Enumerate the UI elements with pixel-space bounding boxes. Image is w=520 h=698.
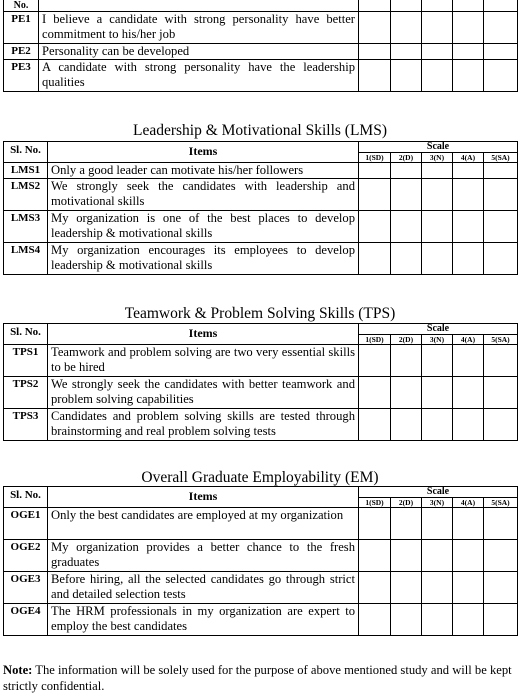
rating-cell[interactable]	[359, 572, 391, 604]
scale-label: 3(N)	[422, 153, 453, 163]
rating-cell[interactable]	[391, 163, 422, 179]
rating-cell[interactable]	[422, 540, 453, 572]
rating-cell[interactable]	[391, 211, 422, 243]
rating-cell[interactable]	[484, 12, 518, 44]
rating-cell[interactable]	[359, 179, 391, 211]
rating-cell[interactable]	[453, 409, 484, 441]
item-text: My organization encourages its employees to develop leadership & motivational skills	[48, 243, 359, 275]
rating-cell[interactable]	[391, 572, 422, 604]
rating-cell[interactable]	[453, 12, 484, 44]
rating-cell[interactable]	[484, 243, 518, 275]
table-row	[4, 377, 518, 409]
table-row	[4, 508, 518, 540]
rating-cell[interactable]	[453, 163, 484, 179]
rating-cell[interactable]	[453, 508, 484, 540]
item-id: OGE1	[4, 508, 48, 540]
rating-cell[interactable]	[359, 604, 391, 636]
item-id: OGE4	[4, 604, 48, 636]
table-row	[4, 540, 518, 572]
tps-table	[3, 323, 518, 441]
rating-cell[interactable]	[422, 377, 453, 409]
note-text: The information will be solely used for the purpose of above mentioned study and will be kept strictly confidential.	[3, 663, 512, 693]
sl-no-header: Sl. No.	[4, 142, 48, 163]
rating-cell[interactable]	[484, 44, 518, 60]
rating-cell[interactable]	[484, 377, 518, 409]
rating-cell[interactable]	[453, 179, 484, 211]
scale-label: 1(SD)	[359, 335, 391, 345]
item-id: OGE3	[4, 572, 48, 604]
items-header: Items	[48, 324, 359, 345]
rating-cell[interactable]	[391, 12, 422, 44]
rating-cell[interactable]	[484, 604, 518, 636]
item-text: My organization provides a better chance to the fresh graduates	[48, 540, 359, 572]
item-id: LMS3	[4, 211, 48, 243]
table-row	[4, 44, 518, 60]
scale-label: 1(SD)	[359, 498, 391, 508]
scale-label: 3(N)	[422, 498, 453, 508]
rating-cell[interactable]	[359, 243, 391, 275]
item-text: Only a good leader can motivate his/her followers	[48, 163, 359, 179]
item-id: LMS2	[4, 179, 48, 211]
rating-cell[interactable]	[484, 540, 518, 572]
item-text: We strongly seek the candidates with leadership and motivational skills	[48, 179, 359, 211]
scale-label: 4(A)	[453, 335, 484, 345]
table-row	[4, 243, 518, 275]
rating-cell[interactable]	[391, 44, 422, 60]
rating-cell[interactable]	[484, 345, 518, 377]
rating-cell[interactable]	[453, 211, 484, 243]
item-text: Personality can be developed	[39, 44, 359, 60]
item-text: Teamwork and problem solving are two very essential skills to be hired	[48, 345, 359, 377]
rating-cell[interactable]	[484, 508, 518, 540]
table-row	[4, 60, 518, 92]
rating-cell[interactable]	[422, 12, 453, 44]
item-text: The HRM professionals in my organization are expert to employ the best candidates	[48, 604, 359, 636]
item-id: PE2	[4, 44, 39, 60]
scale-label: 2(D)	[391, 153, 422, 163]
table-row	[4, 211, 518, 243]
item-text: My organization is one of the best places to develop leadership & motivational skills	[48, 211, 359, 243]
item-id: TPS3	[4, 409, 48, 441]
em-table	[3, 486, 518, 636]
scale-label: 5(SA)	[484, 153, 518, 163]
table-row	[4, 572, 518, 604]
sl-no-header: Sl. No.	[4, 487, 48, 508]
scale-label: 5(SA)	[484, 335, 518, 345]
item-text: Only the best candidates are employed at my organization	[48, 508, 359, 540]
section-title-lms: Leadership & Motivational Skills (LMS)	[132, 122, 387, 139]
rating-cell[interactable]	[484, 163, 518, 179]
rating-cell[interactable]	[359, 163, 391, 179]
item-id: PE1	[4, 12, 39, 44]
rating-cell[interactable]	[391, 243, 422, 275]
scale-label: 2(D)	[391, 498, 422, 508]
rating-cell[interactable]	[359, 60, 391, 92]
personality-table	[3, 0, 518, 92]
item-id: OGE2	[4, 540, 48, 572]
scale-label: 4(A)	[453, 498, 484, 508]
rating-cell[interactable]	[453, 540, 484, 572]
item-text: A candidate with strong personality have the leadership qualities	[39, 60, 359, 92]
rating-cell[interactable]	[391, 179, 422, 211]
items-header: Items	[48, 487, 359, 508]
item-id: LMS1	[4, 163, 48, 179]
rating-cell[interactable]	[359, 409, 391, 441]
rating-cell[interactable]	[359, 508, 391, 540]
rating-cell[interactable]	[422, 211, 453, 243]
rating-cell[interactable]	[422, 60, 453, 92]
table-row	[4, 345, 518, 377]
rating-cell[interactable]	[391, 409, 422, 441]
scale-label: 5(SA)	[484, 498, 518, 508]
rating-cell[interactable]	[422, 163, 453, 179]
rating-cell[interactable]	[359, 345, 391, 377]
item-text: We strongly seek the candidates with better teamwork and problem solving capabilities	[48, 377, 359, 409]
rating-cell[interactable]	[484, 211, 518, 243]
item-id: TPS2	[4, 377, 48, 409]
rating-cell[interactable]	[422, 409, 453, 441]
table-row	[4, 409, 518, 441]
item-id: PE3	[4, 60, 39, 92]
rating-cell[interactable]	[422, 243, 453, 275]
rating-cell[interactable]	[391, 604, 422, 636]
rating-cell[interactable]	[453, 60, 484, 92]
lms-table	[3, 141, 518, 275]
scale-label: 4(A)	[453, 153, 484, 163]
rating-cell[interactable]	[422, 508, 453, 540]
section-title-em: Overall Graduate Employability (EM)	[141, 469, 379, 486]
table-row	[4, 179, 518, 211]
rating-cell[interactable]	[391, 540, 422, 572]
rating-cell[interactable]	[484, 409, 518, 441]
rating-cell[interactable]	[484, 60, 518, 92]
confidentiality-note	[3, 662, 517, 694]
scale-header: Scale	[359, 487, 518, 498]
rating-cell[interactable]	[359, 44, 391, 60]
rating-cell[interactable]	[453, 377, 484, 409]
no-header: No.	[4, 0, 39, 12]
rating-cell[interactable]	[422, 604, 453, 636]
rating-cell[interactable]	[359, 12, 391, 44]
rating-cell[interactable]	[453, 44, 484, 60]
rating-cell[interactable]	[453, 243, 484, 275]
item-text: Before hiring, all the selected candidates go through strict and detailed selection tests	[48, 572, 359, 604]
scale-label: 2(D)	[391, 335, 422, 345]
rating-cell[interactable]	[391, 377, 422, 409]
rating-cell[interactable]	[359, 377, 391, 409]
scale-header: Scale	[359, 324, 518, 335]
item-text: Candidates and problem solving skills are tested through brainstorming and real problem solving tests	[48, 409, 359, 441]
item-text: I believe a candidate with strong personality have better commitment to his/her job	[39, 12, 359, 44]
rating-cell[interactable]	[453, 345, 484, 377]
rating-cell[interactable]	[359, 540, 391, 572]
rating-cell[interactable]	[422, 345, 453, 377]
table-row	[4, 604, 518, 636]
table-row	[4, 12, 518, 44]
scale-label: 3(N)	[422, 335, 453, 345]
rating-cell[interactable]	[422, 44, 453, 60]
sl-no-header: Sl. No.	[4, 324, 48, 345]
rating-cell[interactable]	[453, 572, 484, 604]
item-id: TPS1	[4, 345, 48, 377]
items-header: Items	[48, 142, 359, 163]
section-title-tps: Teamwork & Problem Solving Skills (TPS)	[124, 305, 396, 322]
rating-cell[interactable]	[391, 60, 422, 92]
rating-cell[interactable]	[422, 572, 453, 604]
rating-cell[interactable]	[391, 345, 422, 377]
rating-cell[interactable]	[391, 508, 422, 540]
item-id: LMS4	[4, 243, 48, 275]
scale-label: 1(SD)	[359, 153, 391, 163]
table-row	[4, 163, 518, 179]
rating-cell[interactable]	[453, 604, 484, 636]
rating-cell[interactable]	[484, 179, 518, 211]
rating-cell[interactable]	[359, 211, 391, 243]
rating-cell[interactable]	[484, 572, 518, 604]
note-label: Note:	[3, 663, 33, 677]
scale-header: Scale	[359, 142, 518, 153]
rating-cell[interactable]	[422, 179, 453, 211]
